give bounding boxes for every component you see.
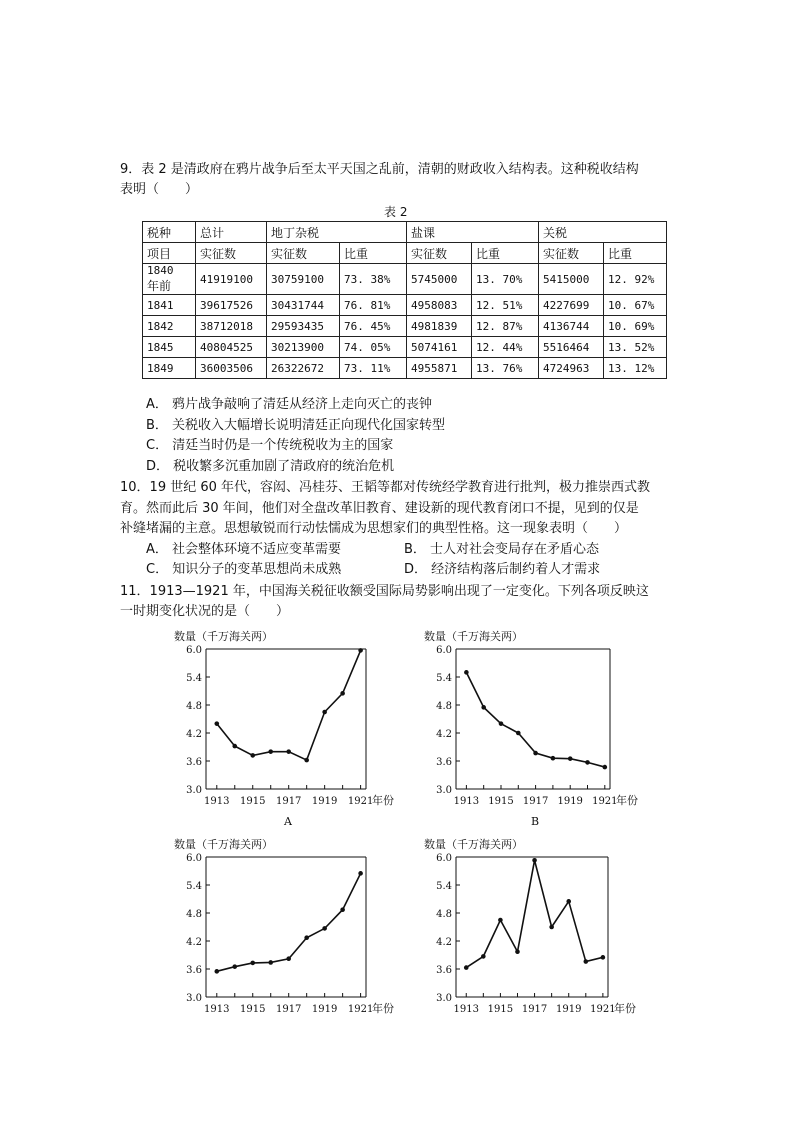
y-tick-label: 6.0 <box>436 645 452 656</box>
header-cell: 项目 <box>143 243 196 264</box>
total-cell: 41919100 <box>196 264 267 295</box>
customs-pct-cell: 10. 69% <box>604 316 667 337</box>
data-point <box>498 918 503 923</box>
q9-stem-line2: 表明（ ） <box>120 182 199 197</box>
year-cell: 1849 <box>143 358 196 379</box>
q9-option-d: D． 税收繁多沉重加剧了清政府的统治危机 <box>146 459 395 474</box>
line-chart-a <box>170 622 400 832</box>
customs-cell: 4724963 <box>539 358 604 379</box>
data-point <box>551 756 556 761</box>
salt-tax-pct-cell: 12. 51% <box>472 295 539 316</box>
land-tax-cell: 29593435 <box>267 316 340 337</box>
data-point <box>516 731 521 736</box>
customs-pct-cell: 12. 92% <box>604 264 667 295</box>
land-tax-pct-cell: 76. 81% <box>340 295 407 316</box>
table-header-row-2 <box>143 243 667 264</box>
header-cell: 实征数 <box>539 243 604 264</box>
data-point <box>214 969 219 974</box>
data-point <box>601 955 606 960</box>
y-tick-label: 6.0 <box>186 645 202 656</box>
land-tax-pct-cell: 73. 38% <box>340 264 407 295</box>
data-point <box>603 765 608 770</box>
line-chart-b <box>420 622 660 832</box>
x-tick-label: 1913 <box>453 1004 479 1015</box>
data-point <box>250 753 255 758</box>
data-point <box>499 721 504 726</box>
data-point <box>533 751 538 756</box>
x-tick-label: 1915 <box>488 796 514 807</box>
land-tax-pct-cell: 73. 11% <box>340 358 407 379</box>
header-cell: 实征数 <box>196 243 267 264</box>
q10-option-d: D． 经济结构落后制约着人才需求 <box>404 562 601 577</box>
land-tax-cell: 30431744 <box>267 295 340 316</box>
data-point <box>286 956 291 961</box>
q9-stem-line1: 9．表 2 是清政府在鸦片战争后至太平天国之乱前，清朝的财政收入结构表。这种税收结构 <box>120 162 639 177</box>
line-chart-c <box>170 830 400 1025</box>
y-tick-label: 4.2 <box>186 937 202 948</box>
y-tick-label: 4.2 <box>186 729 202 740</box>
header-cell: 实征数 <box>267 243 340 264</box>
q10-stem-line1: 10．19 世纪 60 年代，容闳、冯桂芬、王韬等都对传统经学教育进行批判，极力推崇西式教 <box>120 480 651 495</box>
salt-tax-cell: 4958083 <box>407 295 472 316</box>
data-point <box>340 907 345 912</box>
x-tick-label: 1919 <box>557 796 583 807</box>
data-point <box>515 949 520 954</box>
q10-stem-line2: 育。然而此后 30 年间，他们对全盘改革旧教育、建设新的现代教育闭口不提，见到的仅是 <box>120 501 639 516</box>
land-tax-cell: 30213900 <box>267 337 340 358</box>
data-point <box>304 935 309 940</box>
y-tick-label: 4.8 <box>186 701 202 712</box>
data-point <box>549 925 554 930</box>
data-point <box>464 670 469 675</box>
salt-tax-cell: 5745000 <box>407 264 472 295</box>
y-tick-label: 5.4 <box>186 881 202 892</box>
line-chart-d <box>420 830 660 1025</box>
x-tick-label: 1917 <box>275 796 302 807</box>
x-tick-label: 1913 <box>204 796 230 807</box>
total-cell: 36003506 <box>196 358 267 379</box>
data-point <box>358 648 363 653</box>
year-cell: 1841 <box>143 295 196 316</box>
data-point <box>464 965 469 970</box>
header-cell: 比重 <box>472 243 539 264</box>
table-row <box>143 316 667 337</box>
total-cell: 38712018 <box>196 316 267 337</box>
series-line <box>466 860 603 967</box>
x-tick-label: 1919 <box>311 796 338 807</box>
x-tick-label: 1921 <box>347 796 374 807</box>
data-point <box>568 756 573 761</box>
year-suffix: 年前 <box>147 279 172 293</box>
y-tick-label: 4.8 <box>436 909 452 920</box>
header-cell: 地丁杂税 <box>267 222 407 243</box>
table-row <box>143 337 667 358</box>
chart-option-label: B <box>530 815 540 828</box>
header-cell: 盐课 <box>407 222 539 243</box>
data-point <box>481 705 486 710</box>
salt-tax-pct-cell: 13. 76% <box>472 358 539 379</box>
data-point <box>481 954 486 959</box>
customs-pct-cell: 13. 52% <box>604 337 667 358</box>
y-tick-label: 5.4 <box>186 673 202 684</box>
x-axis-label: 年份 <box>616 794 638 807</box>
y-tick-label: 4.2 <box>436 729 452 740</box>
salt-tax-pct-cell: 13. 70% <box>472 264 539 295</box>
y-axis-label: 数量（千万海关两） <box>174 630 273 643</box>
year-cell: 1845 <box>143 337 196 358</box>
year-cell: 1842 <box>143 316 196 337</box>
data-point <box>232 744 237 749</box>
total-cell: 39617526 <box>196 295 267 316</box>
salt-tax-pct-cell: 12. 87% <box>472 316 539 337</box>
x-tick-label: 1915 <box>240 796 266 807</box>
salt-tax-cell: 5074161 <box>407 337 472 358</box>
data-point <box>214 721 219 726</box>
land-tax-cell: 26322672 <box>267 358 340 379</box>
y-tick-label: 3.6 <box>186 757 202 768</box>
y-tick-label: 3.6 <box>436 757 452 768</box>
data-point <box>585 760 590 765</box>
data-point <box>250 961 255 966</box>
y-tick-label: 4.8 <box>436 701 452 712</box>
x-axis-label: 年份 <box>372 794 394 807</box>
x-tick-label: 1919 <box>311 1004 338 1015</box>
year-label: 1840 <box>147 264 174 277</box>
x-tick-label: 1919 <box>555 1004 582 1015</box>
q9-option-b: B． 关税收入大幅增长说明清廷正向现代化国家转型 <box>146 418 446 433</box>
y-tick-label: 6.0 <box>186 853 202 864</box>
y-tick-label: 6.0 <box>436 853 452 864</box>
header-cell: 比重 <box>604 243 667 264</box>
y-axis-label: 数量（千万海关两） <box>424 838 523 851</box>
salt-tax-cell: 4955871 <box>407 358 472 379</box>
data-point <box>268 749 273 754</box>
y-tick-label: 4.2 <box>436 937 452 948</box>
y-tick-label: 3.0 <box>186 785 202 796</box>
q10-option-b: B． 士人对社会变局存在矛盾心态 <box>404 542 600 557</box>
customs-cell: 5516464 <box>539 337 604 358</box>
x-tick-label: 1915 <box>487 1004 514 1015</box>
header-cell: 实征数 <box>407 243 472 264</box>
q10-option-a: A． 社会整体环境不适应变革需要 <box>146 542 342 557</box>
customs-cell: 4136744 <box>539 316 604 337</box>
table-row <box>143 358 667 379</box>
data-point <box>286 749 291 754</box>
y-tick-label: 5.4 <box>436 881 452 892</box>
data-point <box>304 758 309 763</box>
x-tick-label: 1913 <box>453 796 480 807</box>
header-cell: 税种 <box>143 222 196 243</box>
data-point <box>340 691 345 696</box>
customs-pct-cell: 13. 12% <box>604 358 667 379</box>
table-caption: 表 2 <box>384 205 408 219</box>
chart-option-label: A <box>284 815 292 828</box>
land-tax-pct-cell: 76. 45% <box>340 316 407 337</box>
tax-revenue-table <box>142 221 667 379</box>
data-point <box>232 964 237 969</box>
x-tick-label: 1917 <box>522 796 549 807</box>
data-point <box>358 871 363 876</box>
y-tick-label: 4.8 <box>186 909 202 920</box>
y-axis-label: 数量（千万海关两） <box>424 630 523 643</box>
q10-option-c: C． 知识分子的变革思想尚未成熟 <box>146 562 342 577</box>
x-tick-label: 1917 <box>521 1004 548 1015</box>
x-tick-label: 1921 <box>590 1004 616 1015</box>
data-point <box>566 899 571 904</box>
customs-pct-cell: 10. 67% <box>604 295 667 316</box>
land-tax-pct-cell: 74. 05% <box>340 337 407 358</box>
table-row <box>143 264 667 295</box>
data-point <box>322 710 327 715</box>
y-axis-label: 数量（千万海关两） <box>174 838 273 851</box>
y-tick-label: 3.6 <box>436 965 452 976</box>
land-tax-cell: 30759100 <box>267 264 340 295</box>
table-header-row-1 <box>143 222 667 243</box>
y-tick-label: 5.4 <box>436 673 452 684</box>
x-tick-label: 1921 <box>347 1004 374 1015</box>
table-row <box>143 295 667 316</box>
salt-tax-cell: 4981839 <box>407 316 472 337</box>
data-point <box>532 858 537 863</box>
year-cell <box>143 264 196 295</box>
header-cell: 关税 <box>539 222 667 243</box>
x-axis-label: 年份 <box>372 1002 394 1015</box>
x-axis-label: 年份 <box>614 1002 636 1015</box>
x-tick-label: 1921 <box>592 796 618 807</box>
customs-cell: 4227699 <box>539 295 604 316</box>
data-point <box>268 960 273 965</box>
header-cell: 比重 <box>340 243 407 264</box>
q9-option-a: A． 鸦片战争敲响了清廷从经济上走向灭亡的丧钟 <box>146 397 433 412</box>
y-tick-label: 3.0 <box>436 993 452 1004</box>
x-tick-label: 1913 <box>204 1004 230 1015</box>
series-line <box>217 650 361 760</box>
y-tick-label: 3.6 <box>186 965 202 976</box>
q11-stem-line2: 一时期变化状况的是（ ） <box>120 604 290 619</box>
y-tick-label: 3.0 <box>186 993 202 1004</box>
y-tick-label: 3.0 <box>436 785 452 796</box>
q11-stem-line1: 11．1913—1921 年，中国海关税征收额受国际局势影响出现了一定变化。下列各项反映这 <box>120 584 649 599</box>
q10-stem-line3: 补缝堵漏的主意。思想敏锐而行动怯懦成为思想家们的典型性格。这一现象表明（ ） <box>120 521 628 536</box>
data-point <box>322 926 327 931</box>
x-tick-label: 1917 <box>275 1004 302 1015</box>
total-cell: 40804525 <box>196 337 267 358</box>
header-cell: 总计 <box>196 222 267 243</box>
data-point <box>583 959 588 964</box>
q9-option-c: C． 清廷当时仍是一个传统税收为主的国家 <box>146 438 394 453</box>
customs-cell: 5415000 <box>539 264 604 295</box>
salt-tax-pct-cell: 12. 44% <box>472 337 539 358</box>
x-tick-label: 1915 <box>240 1004 266 1015</box>
